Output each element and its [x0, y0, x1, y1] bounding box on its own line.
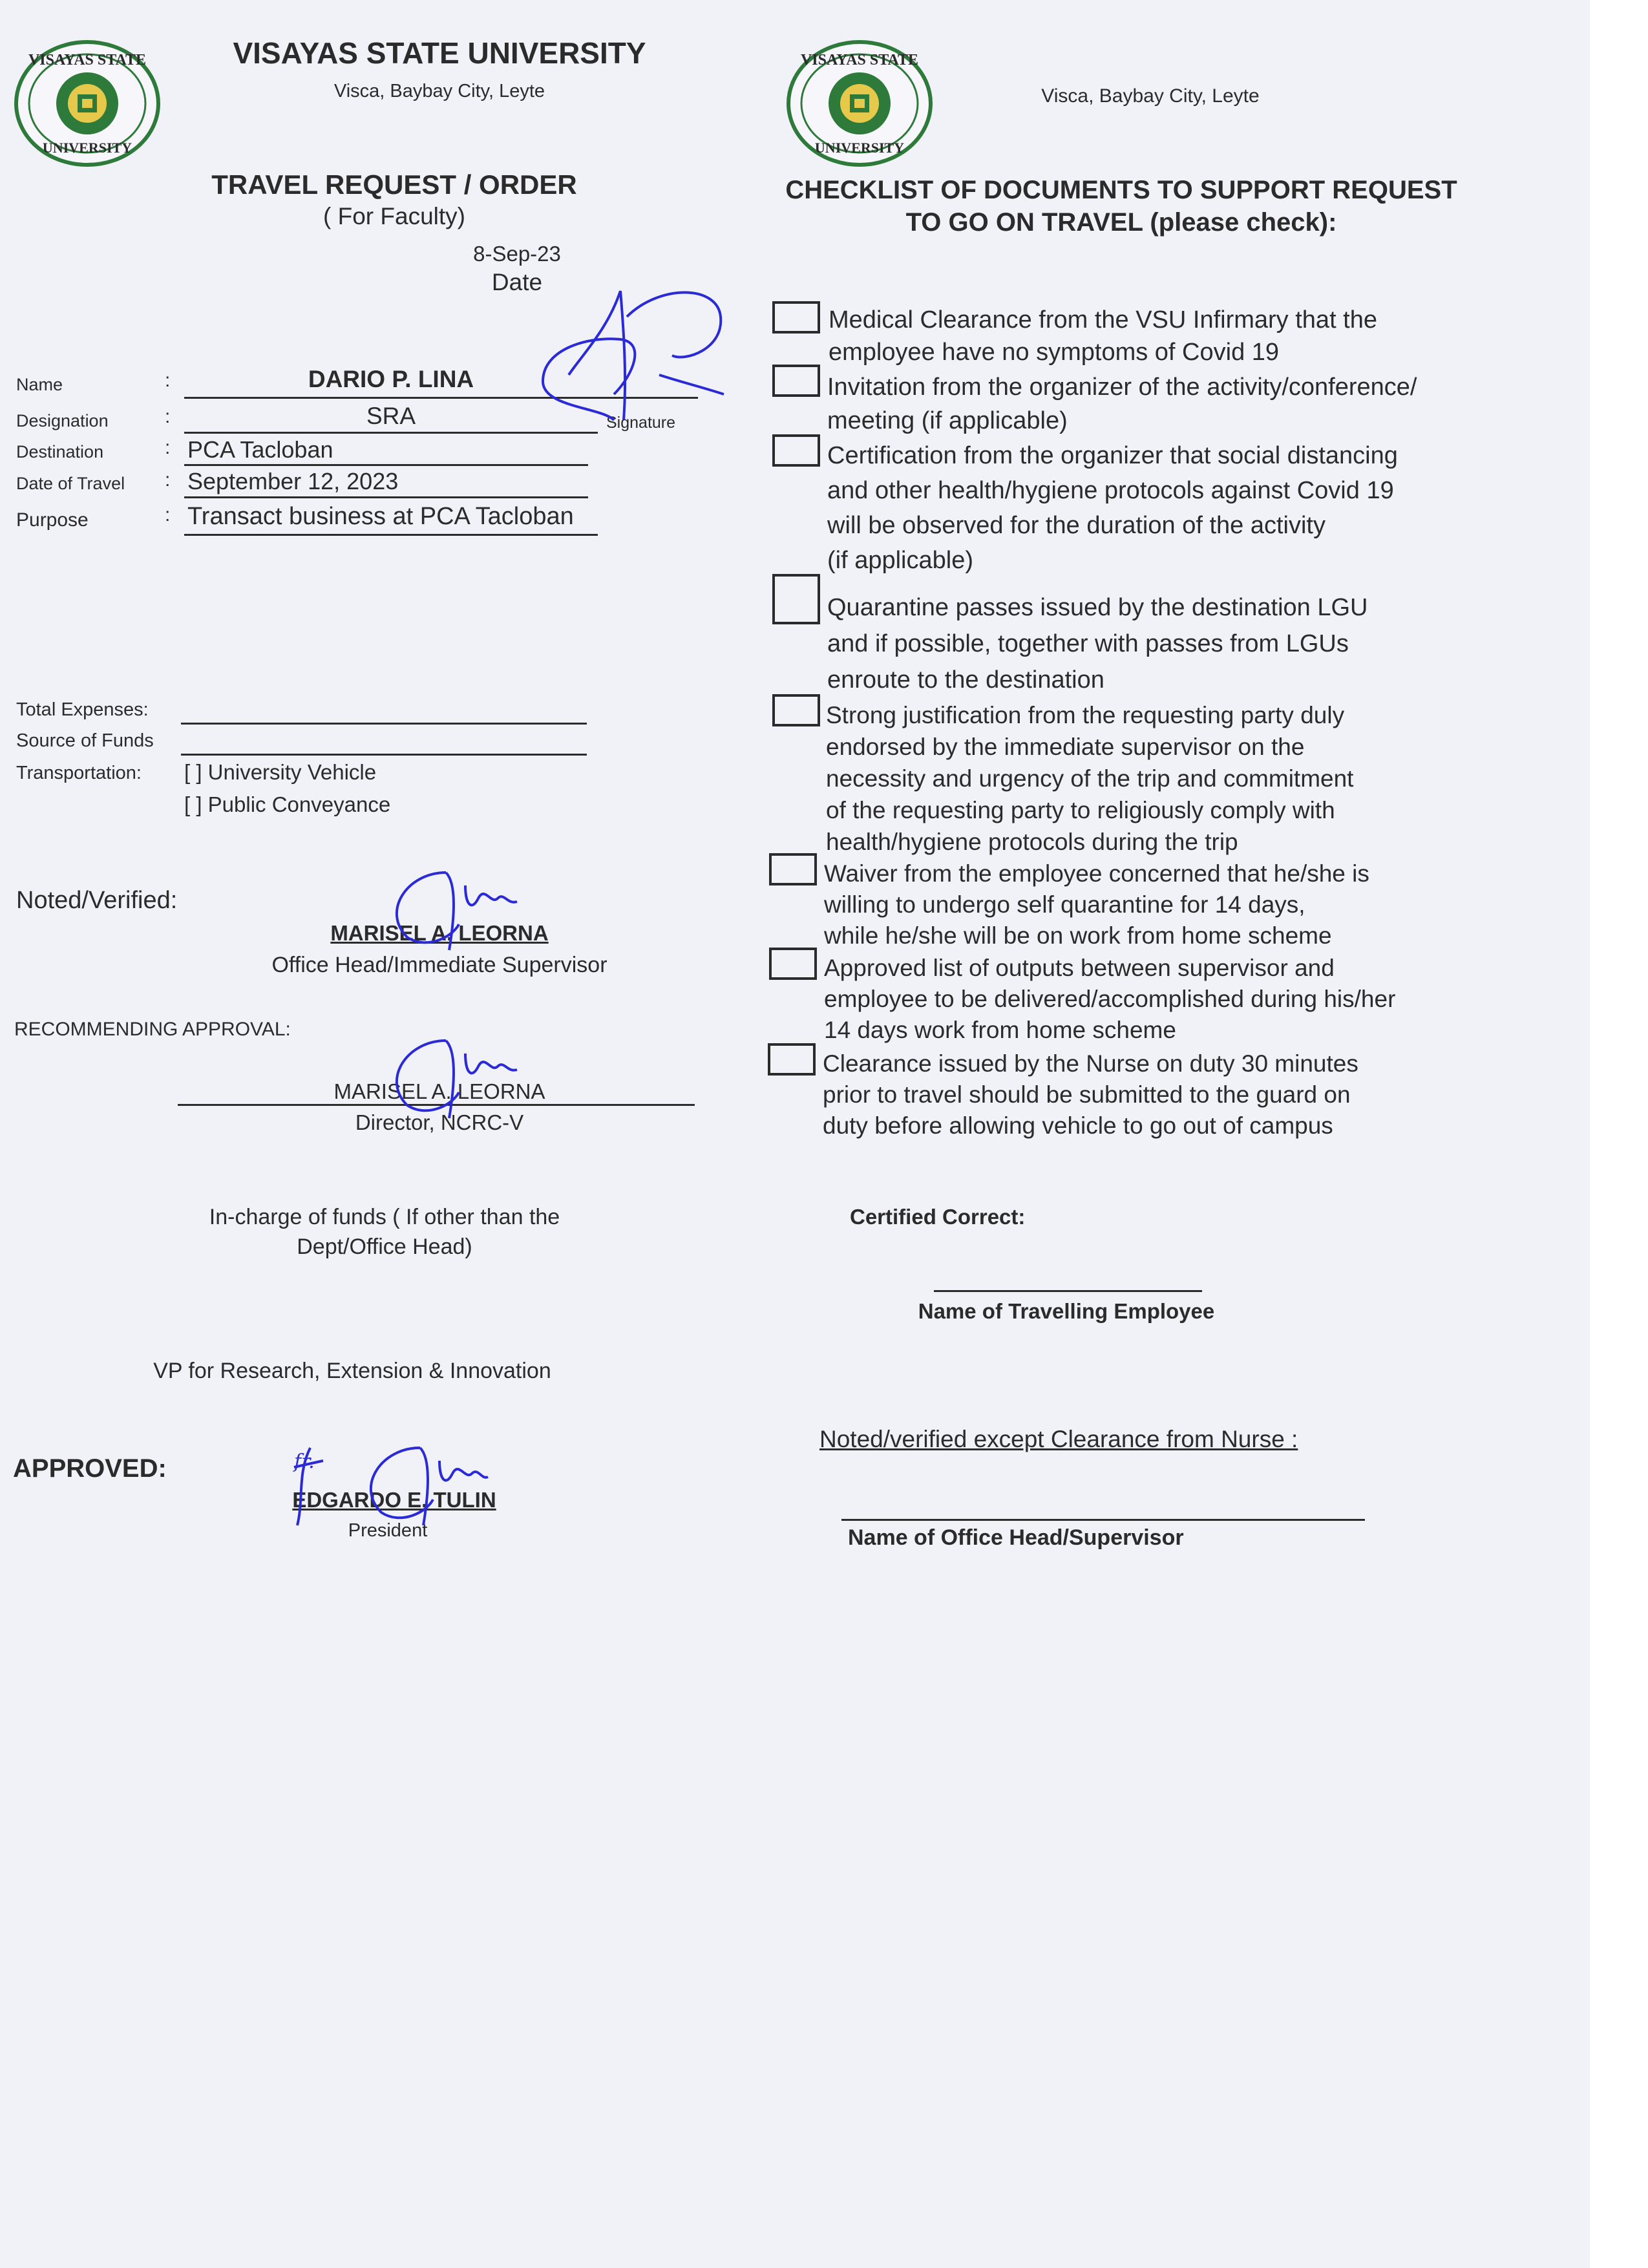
- seal-text-top: VISAYAS STATE: [28, 52, 147, 69]
- checklist-item: [826, 699, 1353, 858]
- checklist-item-line: Strong justification from the requesting party duly: [826, 702, 1345, 728]
- checklist-item: [824, 858, 1369, 951]
- checklist-item-line: enroute to the destination: [827, 666, 1104, 694]
- checklist-item-line: Quarantine passes issued by the destination LGU: [827, 594, 1368, 621]
- checklist-item: [824, 953, 1395, 1046]
- recommending-title: Director, NCRC-V: [355, 1110, 524, 1134]
- designation-value: SRA: [366, 403, 416, 429]
- name-label: Name: [16, 375, 63, 394]
- checklist-item-line: willing to undergo self quarantine for 14 days,: [824, 891, 1305, 918]
- date-of-travel-underline: [184, 496, 588, 498]
- noted-verified-label: Noted/Verified:: [16, 887, 178, 914]
- destination-value: PCA Tacloban: [187, 436, 333, 463]
- checklist-item-line: and other health/hygiene protocols against Covid 19: [827, 477, 1394, 504]
- purpose-label: Purpose: [16, 509, 89, 531]
- destination-label: Destination: [16, 442, 104, 461]
- page-edge: [1590, 0, 1648, 2268]
- checklist-item-line: duty before allowing vehicle to go out of campus: [823, 1112, 1333, 1139]
- form-subtitle: ( For Faculty): [323, 203, 465, 229]
- noted-except-nurse-label: Noted/verified except Clearance from Nurse :: [819, 1426, 1298, 1452]
- checklist-item-line: Invitation from the organizer of the activity/conference/: [827, 374, 1417, 401]
- purpose-value: Transact business at PCA Tacloban: [187, 503, 574, 530]
- colon: :: [165, 469, 171, 491]
- source-of-funds-line: [181, 754, 587, 756]
- checklist-item: [827, 589, 1368, 698]
- date-value: 8-Sep-23: [473, 242, 561, 266]
- approved-by-title: President: [348, 1520, 428, 1541]
- source-of-funds-label: Source of Funds: [16, 730, 154, 751]
- vp-label: VP for Research, Extension & Innovation: [153, 1359, 551, 1383]
- noted-by-title: Office Head/Immediate Supervisor: [271, 953, 607, 977]
- checklist-checkbox[interactable]: [772, 301, 820, 334]
- checklist-item-line: Medical Clearance from the VSU Infirmary that the: [829, 306, 1378, 334]
- date-of-travel-value: September 12, 2023: [187, 468, 399, 494]
- noted-by-name: MARISEL A. LEORNA: [330, 921, 549, 945]
- purpose-underline: [184, 534, 598, 536]
- recommending-name: MARISEL A. LEORNA: [333, 1079, 545, 1103]
- checklist-checkbox[interactable]: [772, 574, 820, 624]
- recommending-approval-label: RECOMMENDING APPROVAL:: [14, 1019, 291, 1040]
- colon: :: [165, 504, 171, 525]
- total-expenses-line: [181, 723, 587, 725]
- date-of-travel-label: Date of Travel: [16, 474, 125, 493]
- checklist-item-line: Certification from the organizer that social distancing: [827, 442, 1398, 469]
- traveller-signature-line: [934, 1290, 1202, 1292]
- checklist-item-line: Approved list of outputs between supervisor and: [824, 955, 1335, 981]
- checklist-item: [827, 438, 1398, 578]
- checklist-item-line: endorsed by the immediate supervisor on the: [826, 734, 1305, 760]
- checklist-item-line: (if applicable): [827, 547, 973, 574]
- checklist-item-line: of the requesting party to religiously comply with: [826, 797, 1335, 823]
- checklist-item-line: meeting (if applicable): [827, 407, 1068, 434]
- checklist-item-line: will be observed for the duration of the activity: [827, 512, 1326, 539]
- checklist-item: [827, 370, 1417, 438]
- name-value: DARIO P. LINA: [308, 366, 474, 392]
- university-seal-right: [785, 39, 934, 168]
- checklist-item: [823, 1048, 1358, 1141]
- university-address-left: Visca, Baybay City, Leyte: [333, 81, 545, 101]
- date-label: Date: [491, 269, 543, 295]
- university-name: VISAYAS STATE UNIVERSITY: [233, 36, 646, 70]
- approval-initial: fr.: [294, 1450, 315, 1473]
- checklist-checkbox[interactable]: [768, 1043, 816, 1076]
- checklist-item-line: health/hygiene protocols during the trip: [826, 829, 1238, 855]
- checklist-item-line: employee have no symptoms of Covid 19: [829, 339, 1280, 366]
- checklist-item-line: prior to travel should be submitted to the guard on: [823, 1081, 1351, 1108]
- checklist-item-line: while he/she will be on work from home scheme: [824, 922, 1332, 949]
- checklist-checkbox[interactable]: [772, 434, 820, 467]
- form-title: TRAVEL REQUEST / ORDER: [211, 169, 577, 200]
- recommending-signature-line: [178, 1104, 695, 1106]
- office-head-label: Name of Office Head/Supervisor: [848, 1525, 1184, 1550]
- destination-underline: [184, 464, 588, 466]
- total-expenses-label: Total Expenses:: [16, 699, 149, 720]
- seal-text-bottom: UNIVERSITY: [814, 140, 905, 156]
- designation-label: Designation: [16, 411, 109, 430]
- approved-by-name: EDGARDO E. TULIN: [292, 1488, 496, 1512]
- university-address-right: Visca, Baybay City, Leyte: [1041, 85, 1260, 107]
- checklist-item: [829, 304, 1377, 368]
- incharge-funds-line2: Dept/Office Head): [297, 1235, 472, 1259]
- checklist-item-line: and if possible, together with passes from LGUs: [827, 630, 1349, 657]
- checklist-item-line: necessity and urgency of the trip and commitment: [826, 765, 1354, 792]
- transportation-label: Transportation:: [16, 763, 142, 783]
- office-head-signature-line: [841, 1519, 1365, 1521]
- approved-label: APPROVED:: [13, 1454, 167, 1483]
- checklist-checkbox[interactable]: [772, 365, 820, 397]
- checklist-title-line2: TO GO ON TRAVEL (please check):: [905, 208, 1337, 237]
- colon: :: [165, 437, 171, 458]
- checklist-checkbox[interactable]: [769, 853, 817, 885]
- university-seal-left: [13, 39, 162, 168]
- colon: :: [165, 370, 171, 391]
- travelling-employee-label: Name of Travelling Employee: [918, 1299, 1215, 1323]
- incharge-funds-line1: In-charge of funds ( If other than the: [209, 1205, 560, 1229]
- checklist-item-line: Waiver from the employee concerned that he/she is: [824, 860, 1369, 887]
- checklist-item-line: employee to be delivered/accomplished during his/her: [824, 986, 1396, 1012]
- transport-option-university-vehicle[interactable]: [ ] University Vehicle: [184, 760, 377, 784]
- signature-edgardo: [284, 1435, 491, 1532]
- checklist-checkbox[interactable]: [772, 694, 820, 726]
- seal-text-top: VISAYAS STATE: [800, 52, 919, 69]
- colon: :: [165, 406, 171, 427]
- checklist-item-line: Clearance issued by the Nurse on duty 30 minutes: [823, 1050, 1358, 1077]
- checklist-item-line: 14 days work from home scheme: [824, 1017, 1176, 1043]
- transport-option-public-conveyance[interactable]: [ ] Public Conveyance: [184, 792, 391, 816]
- certified-correct-label: Certified Correct:: [850, 1205, 1026, 1229]
- signature-label: Signature: [606, 414, 676, 432]
- checklist-checkbox[interactable]: [769, 948, 817, 980]
- designation-underline: [184, 432, 598, 434]
- checklist-title-line1: CHECKLIST OF DOCUMENTS TO SUPPORT REQUEST: [785, 176, 1457, 204]
- name-underline: [184, 397, 698, 399]
- seal-text-bottom: UNIVERSITY: [42, 140, 132, 156]
